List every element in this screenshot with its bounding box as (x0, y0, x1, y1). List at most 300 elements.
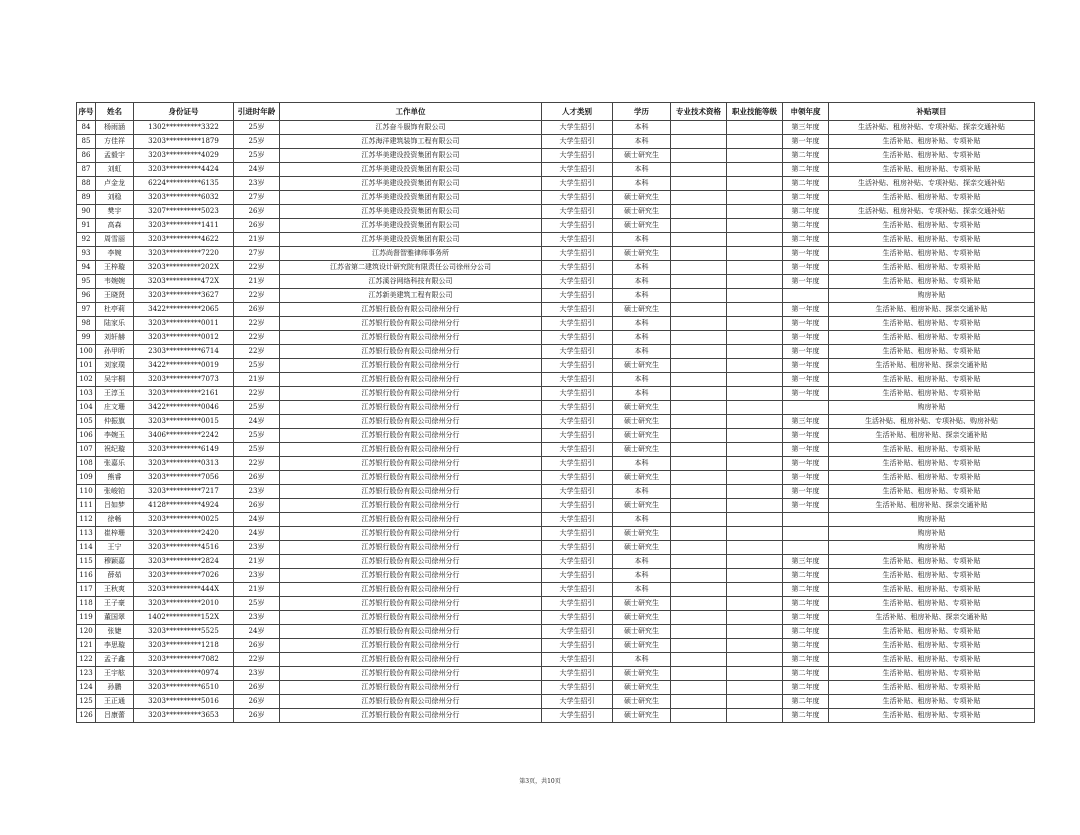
col-seq-cell: 120 (77, 625, 96, 639)
col-claim-year-cell: 第一年度 (783, 275, 829, 289)
col-professional-title-cell (671, 513, 727, 527)
col-skill-level-cell (727, 387, 783, 401)
col-seq-cell: 92 (77, 233, 96, 247)
col-name-cell: 刘虹 (96, 163, 134, 177)
col-subsidy-items-cell: 生活补贴、租房补贴、专项补贴 (829, 261, 1035, 275)
col-education-cell: 硕士研究生 (613, 429, 671, 443)
col-subsidy-items-cell: 购房补贴 (829, 401, 1035, 415)
col-id-number-cell: 3203**********4516 (134, 541, 234, 555)
col-name-cell: 孙甲昕 (96, 345, 134, 359)
col-claim-year-cell: 第三年度 (783, 555, 829, 569)
col-talent-type-cell: 大学生招引 (542, 261, 613, 275)
col-talent-type-cell: 大学生招引 (542, 177, 613, 191)
table-row (77, 247, 1035, 261)
col-claim-year-cell: 第一年度 (783, 303, 829, 317)
table-row (77, 317, 1035, 331)
col-talent-type-cell: 大学生招引 (542, 555, 613, 569)
col-education-cell: 硕士研究生 (613, 639, 671, 653)
table-row (77, 499, 1035, 513)
col-skill-level-cell (727, 415, 783, 429)
col-id-number-cell: 3203**********5016 (134, 695, 234, 709)
col-professional-title-cell (671, 163, 727, 177)
col-seq-cell: 108 (77, 457, 96, 471)
col-claim-year-cell: 第一年度 (783, 317, 829, 331)
table-row (77, 205, 1035, 219)
col-subsidy-items-cell: 生活补贴、租房补贴、专项补贴 (829, 569, 1035, 583)
col-professional-title-cell (671, 247, 727, 261)
col-claim-year-cell: 第三年度 (783, 121, 829, 135)
col-seq-cell: 109 (77, 471, 96, 485)
col-skill-level-cell (727, 443, 783, 457)
col-talent-type-cell: 大学生招引 (542, 163, 613, 177)
col-professional-title-cell (671, 177, 727, 191)
col-professional-title-cell (671, 709, 727, 723)
table-row (77, 541, 1035, 555)
col-seq-cell: 111 (77, 499, 96, 513)
col-name-cell: 孟子鑫 (96, 653, 134, 667)
col-skill-level-cell (727, 275, 783, 289)
col-subsidy-items-cell: 购房补贴 (829, 541, 1035, 555)
col-age-cell: 22岁 (234, 289, 280, 303)
col-id-number-cell: 3207**********5023 (134, 205, 234, 219)
col-employer-cell: 江苏银行股份有限公司徐州分行 (280, 331, 542, 345)
col-professional-title-cell (671, 275, 727, 289)
col-professional-title-cell (671, 331, 727, 345)
col-employer-cell: 江苏银行股份有限公司徐州分行 (280, 457, 542, 471)
header-col-seq: 序号 (77, 103, 96, 121)
col-skill-level-cell (727, 219, 783, 233)
col-talent-type-cell: 大学生招引 (542, 247, 613, 261)
table-row (77, 527, 1035, 541)
col-id-number-cell: 3203**********0313 (134, 457, 234, 471)
col-age-cell: 26岁 (234, 681, 280, 695)
col-education-cell: 硕士研究生 (613, 415, 671, 429)
col-seq-cell: 110 (77, 485, 96, 499)
col-subsidy-items-cell: 生活补贴、租房补贴、专项补贴 (829, 639, 1035, 653)
col-subsidy-items-cell: 生活补贴、租房补贴、专项补贴 (829, 275, 1035, 289)
col-education-cell: 硕士研究生 (613, 471, 671, 485)
col-id-number-cell: 3203**********1218 (134, 639, 234, 653)
col-claim-year-cell: 第一年度 (783, 135, 829, 149)
col-employer-cell: 江苏银行股份有限公司徐州分行 (280, 429, 542, 443)
col-id-number-cell: 3203**********0011 (134, 317, 234, 331)
col-talent-type-cell: 大学生招引 (542, 415, 613, 429)
col-talent-type-cell: 大学生招引 (542, 345, 613, 359)
col-seq-cell: 122 (77, 653, 96, 667)
col-skill-level-cell (727, 331, 783, 345)
col-skill-level-cell (727, 373, 783, 387)
col-education-cell: 本科 (613, 583, 671, 597)
col-name-cell: 张婕 (96, 625, 134, 639)
col-subsidy-items-cell: 生活补贴、租房补贴、专项补贴 (829, 135, 1035, 149)
col-professional-title-cell (671, 191, 727, 205)
col-seq-cell: 115 (77, 555, 96, 569)
col-name-cell: 王子豪 (96, 597, 134, 611)
col-education-cell: 本科 (613, 387, 671, 401)
col-employer-cell: 江苏银行股份有限公司徐州分行 (280, 653, 542, 667)
col-education-cell: 本科 (613, 275, 671, 289)
col-subsidy-items-cell: 生活补贴、租房补贴、专项补贴 (829, 345, 1035, 359)
col-claim-year-cell (783, 541, 829, 555)
col-skill-level-cell (727, 345, 783, 359)
col-name-cell: 孟毅宇 (96, 149, 134, 163)
col-id-number-cell: 3203**********7217 (134, 485, 234, 499)
col-education-cell: 本科 (613, 373, 671, 387)
col-claim-year-cell (783, 289, 829, 303)
col-talent-type-cell: 大学生招引 (542, 135, 613, 149)
col-skill-level-cell (727, 695, 783, 709)
col-employer-cell: 江苏银行股份有限公司徐州分行 (280, 387, 542, 401)
col-age-cell: 26岁 (234, 499, 280, 513)
col-education-cell: 硕士研究生 (613, 191, 671, 205)
col-talent-type-cell: 大学生招引 (542, 527, 613, 541)
col-claim-year-cell: 第二年度 (783, 667, 829, 681)
col-seq-cell: 97 (77, 303, 96, 317)
col-id-number-cell: 3203**********7026 (134, 569, 234, 583)
col-name-cell: 王宇舷 (96, 667, 134, 681)
col-skill-level-cell (727, 359, 783, 373)
table-row (77, 443, 1035, 457)
col-id-number-cell: 3203**********7220 (134, 247, 234, 261)
col-skill-level-cell (727, 569, 783, 583)
table-row (77, 695, 1035, 709)
col-seq-cell: 94 (77, 261, 96, 275)
col-subsidy-items-cell: 生活补贴、租房补贴、专项补贴、探亲交通补贴 (829, 177, 1035, 191)
col-employer-cell: 江苏银行股份有限公司徐州分行 (280, 709, 542, 723)
col-name-cell: 李婉玉 (96, 429, 134, 443)
col-seq-cell: 113 (77, 527, 96, 541)
col-age-cell: 24岁 (234, 163, 280, 177)
col-subsidy-items-cell: 生活补贴、租房补贴、探亲交通补贴 (829, 359, 1035, 373)
col-claim-year-cell: 第一年度 (783, 261, 829, 275)
col-employer-cell: 江苏银行股份有限公司徐州分行 (280, 541, 542, 555)
col-claim-year-cell: 第二年度 (783, 709, 829, 723)
col-claim-year-cell: 第一年度 (783, 387, 829, 401)
table-row (77, 345, 1035, 359)
col-seq-cell: 91 (77, 219, 96, 233)
col-skill-level-cell (727, 499, 783, 513)
table-row (77, 667, 1035, 681)
table-row (77, 597, 1035, 611)
col-age-cell: 26岁 (234, 695, 280, 709)
col-seq-cell: 98 (77, 317, 96, 331)
col-id-number-cell: 3203**********202X (134, 261, 234, 275)
col-skill-level-cell (727, 163, 783, 177)
col-id-number-cell: 3203**********472X (134, 275, 234, 289)
col-age-cell: 26岁 (234, 303, 280, 317)
col-employer-cell: 江苏海洋建筑装饰工程有限公司 (280, 135, 542, 149)
col-skill-level-cell (727, 555, 783, 569)
col-employer-cell: 江苏银行股份有限公司徐州分行 (280, 569, 542, 583)
col-name-cell: 刘轩赫 (96, 331, 134, 345)
col-talent-type-cell: 大学生招引 (542, 303, 613, 317)
col-seq-cell: 116 (77, 569, 96, 583)
col-professional-title-cell (671, 345, 727, 359)
col-subsidy-items-cell: 生活补贴、租房补贴、专项补贴 (829, 709, 1035, 723)
table-row (77, 135, 1035, 149)
col-age-cell: 26岁 (234, 205, 280, 219)
col-seq-cell: 103 (77, 387, 96, 401)
col-age-cell: 25岁 (234, 149, 280, 163)
col-age-cell: 21岁 (234, 555, 280, 569)
table-row (77, 471, 1035, 485)
table-row (77, 415, 1035, 429)
col-claim-year-cell: 第一年度 (783, 373, 829, 387)
col-age-cell: 25岁 (234, 429, 280, 443)
col-education-cell: 硕士研究生 (613, 597, 671, 611)
col-skill-level-cell (727, 289, 783, 303)
col-education-cell: 本科 (613, 457, 671, 471)
col-seq-cell: 126 (77, 709, 96, 723)
col-professional-title-cell (671, 555, 727, 569)
col-skill-level-cell (727, 457, 783, 471)
col-talent-type-cell: 大学生招引 (542, 401, 613, 415)
col-professional-title-cell (671, 261, 727, 275)
table-row (77, 233, 1035, 247)
col-name-cell: 方佳祥 (96, 135, 134, 149)
col-subsidy-items-cell: 生活补贴、租房补贴、专项补贴 (829, 471, 1035, 485)
col-professional-title-cell (671, 443, 727, 457)
col-employer-cell: 江苏银行股份有限公司徐州分行 (280, 485, 542, 499)
col-seq-cell: 84 (77, 121, 96, 135)
col-claim-year-cell: 第二年度 (783, 625, 829, 639)
col-skill-level-cell (727, 667, 783, 681)
col-subsidy-items-cell: 生活补贴、租房补贴、专项补贴 (829, 555, 1035, 569)
col-talent-type-cell: 大学生招引 (542, 219, 613, 233)
col-talent-type-cell: 大学生招引 (542, 359, 613, 373)
col-seq-cell: 121 (77, 639, 96, 653)
col-education-cell: 硕士研究生 (613, 359, 671, 373)
col-seq-cell: 104 (77, 401, 96, 415)
col-subsidy-items-cell: 生活补贴、租房补贴、专项补贴 (829, 373, 1035, 387)
col-talent-type-cell: 大学生招引 (542, 695, 613, 709)
col-employer-cell: 江苏银行股份有限公司徐州分行 (280, 583, 542, 597)
col-employer-cell: 江苏银行股份有限公司徐州分行 (280, 359, 542, 373)
col-id-number-cell: 3422**********0046 (134, 401, 234, 415)
col-talent-type-cell: 大学生招引 (542, 541, 613, 555)
col-subsidy-items-cell: 生活补贴、租房补贴、专项补贴 (829, 163, 1035, 177)
col-name-cell: 韦婉婉 (96, 275, 134, 289)
col-subsidy-items-cell: 生活补贴、租房补贴、专项补贴、探亲交通补贴 (829, 205, 1035, 219)
col-age-cell: 25岁 (234, 121, 280, 135)
col-name-cell: 崔梓珊 (96, 527, 134, 541)
col-education-cell: 硕士研究生 (613, 527, 671, 541)
col-talent-type-cell: 大学生招引 (542, 667, 613, 681)
col-employer-cell: 江苏省第二建筑设计研究院有限责任公司徐州分公司 (280, 261, 542, 275)
col-seq-cell: 119 (77, 611, 96, 625)
col-employer-cell: 江苏银行股份有限公司徐州分行 (280, 513, 542, 527)
col-age-cell: 22岁 (234, 317, 280, 331)
table-row (77, 387, 1035, 401)
col-name-cell: 薛茹 (96, 569, 134, 583)
col-employer-cell: 江苏银行股份有限公司徐州分行 (280, 401, 542, 415)
col-claim-year-cell: 第一年度 (783, 457, 829, 471)
col-subsidy-items-cell: 生活补贴、租房补贴、专项补贴 (829, 653, 1035, 667)
col-employer-cell: 江苏华美建设投资集团有限公司 (280, 163, 542, 177)
col-age-cell: 25岁 (234, 401, 280, 415)
col-claim-year-cell: 第一年度 (783, 499, 829, 513)
col-skill-level-cell (727, 149, 783, 163)
header-col-education: 学历 (613, 103, 671, 121)
col-name-cell: 孙鹏 (96, 681, 134, 695)
col-professional-title-cell (671, 233, 727, 247)
table-row (77, 163, 1035, 177)
col-id-number-cell: 3203**********4622 (134, 233, 234, 247)
col-subsidy-items-cell: 生活补贴、租房补贴、专项补贴 (829, 149, 1035, 163)
header-col-name: 姓名 (96, 103, 134, 121)
col-subsidy-items-cell: 生活补贴、租房补贴、专项补贴 (829, 219, 1035, 233)
col-talent-type-cell: 大学生招引 (542, 121, 613, 135)
col-id-number-cell: 1402**********152X (134, 611, 234, 625)
col-name-cell: 董国翠 (96, 611, 134, 625)
header-col-professional-title: 专业技术资格 (671, 103, 727, 121)
col-employer-cell: 江苏银行股份有限公司徐州分行 (280, 415, 542, 429)
col-age-cell: 21岁 (234, 373, 280, 387)
col-professional-title-cell (671, 681, 727, 695)
col-employer-cell: 江苏尚督智雅律师事务所 (280, 247, 542, 261)
col-name-cell: 张峻铂 (96, 485, 134, 499)
col-skill-level-cell (727, 709, 783, 723)
col-seq-cell: 96 (77, 289, 96, 303)
col-professional-title-cell (671, 695, 727, 709)
col-skill-level-cell (727, 135, 783, 149)
table-row (77, 373, 1035, 387)
col-skill-level-cell (727, 625, 783, 639)
col-talent-type-cell: 大学生招引 (542, 513, 613, 527)
col-id-number-cell: 3203**********5525 (134, 625, 234, 639)
col-education-cell: 本科 (613, 331, 671, 345)
col-education-cell: 硕士研究生 (613, 303, 671, 317)
col-id-number-cell: 3203**********6149 (134, 443, 234, 457)
col-id-number-cell: 3203**********0015 (134, 415, 234, 429)
col-education-cell: 本科 (613, 569, 671, 583)
col-talent-type-cell: 大学生招引 (542, 191, 613, 205)
table-row (77, 401, 1035, 415)
col-employer-cell: 江苏银行股份有限公司徐州分行 (280, 317, 542, 331)
col-education-cell: 硕士研究生 (613, 247, 671, 261)
col-professional-title-cell (671, 387, 727, 401)
col-skill-level-cell (727, 205, 783, 219)
col-subsidy-items-cell: 生活补贴、租房补贴、探亲交通补贴 (829, 303, 1035, 317)
col-employer-cell: 江苏银行股份有限公司徐州分行 (280, 555, 542, 569)
header-col-subsidy-items: 补贴项目 (829, 103, 1035, 121)
col-id-number-cell: 3203**********2824 (134, 555, 234, 569)
col-seq-cell: 106 (77, 429, 96, 443)
table-row (77, 359, 1035, 373)
col-employer-cell: 江苏银行股份有限公司徐州分行 (280, 639, 542, 653)
col-education-cell: 硕士研究生 (613, 695, 671, 709)
col-employer-cell: 江苏银行股份有限公司徐州分行 (280, 597, 542, 611)
col-talent-type-cell: 大学生招引 (542, 443, 613, 457)
table-row (77, 121, 1035, 135)
col-subsidy-items-cell: 生活补贴、租房补贴、专项补贴 (829, 625, 1035, 639)
col-age-cell: 25岁 (234, 359, 280, 373)
col-talent-type-cell: 大学生招引 (542, 583, 613, 597)
col-professional-title-cell (671, 149, 727, 163)
col-employer-cell: 江苏银行股份有限公司徐州分行 (280, 303, 542, 317)
col-id-number-cell: 6224**********6135 (134, 177, 234, 191)
col-name-cell: 陆家乐 (96, 317, 134, 331)
col-seq-cell: 107 (77, 443, 96, 457)
col-professional-title-cell (671, 429, 727, 443)
col-talent-type-cell: 大学生招引 (542, 611, 613, 625)
col-professional-title-cell (671, 541, 727, 555)
col-id-number-cell: 3203**********7056 (134, 471, 234, 485)
col-name-cell: 吕康蕾 (96, 709, 134, 723)
col-education-cell: 本科 (613, 485, 671, 499)
col-skill-level-cell (727, 681, 783, 695)
col-talent-type-cell: 大学生招引 (542, 625, 613, 639)
col-employer-cell: 江苏银行股份有限公司徐州分行 (280, 667, 542, 681)
col-professional-title-cell (671, 583, 727, 597)
col-id-number-cell: 3406**********2242 (134, 429, 234, 443)
col-subsidy-items-cell: 生活补贴、租房补贴、专项补贴 (829, 191, 1035, 205)
col-education-cell: 硕士研究生 (613, 681, 671, 695)
col-id-number-cell: 3203**********2010 (134, 597, 234, 611)
col-subsidy-items-cell: 生活补贴、租房补贴、专项补贴 (829, 233, 1035, 247)
col-employer-cell: 江苏新美建筑工程有限公司 (280, 289, 542, 303)
col-skill-level-cell (727, 429, 783, 443)
col-id-number-cell: 3203**********1879 (134, 135, 234, 149)
col-skill-level-cell (727, 611, 783, 625)
col-employer-cell: 江苏银行股份有限公司徐州分行 (280, 471, 542, 485)
col-name-cell: 王宁 (96, 541, 134, 555)
col-employer-cell: 江苏银行股份有限公司徐州分行 (280, 345, 542, 359)
col-claim-year-cell: 第一年度 (783, 345, 829, 359)
col-age-cell: 22岁 (234, 387, 280, 401)
col-talent-type-cell: 大学生招引 (542, 289, 613, 303)
col-age-cell: 22岁 (234, 345, 280, 359)
col-talent-type-cell: 大学生招引 (542, 639, 613, 653)
col-id-number-cell: 3203**********3653 (134, 709, 234, 723)
col-id-number-cell: 3203**********2161 (134, 387, 234, 401)
col-subsidy-items-cell: 生活补贴、租房补贴、专项补贴 (829, 681, 1035, 695)
col-seq-cell: 105 (77, 415, 96, 429)
col-professional-title-cell (671, 499, 727, 513)
col-id-number-cell: 3203**********0025 (134, 513, 234, 527)
col-seq-cell: 85 (77, 135, 96, 149)
col-age-cell: 22岁 (234, 261, 280, 275)
col-education-cell: 硕士研究生 (613, 709, 671, 723)
col-employer-cell: 江苏银行股份有限公司徐州分行 (280, 499, 542, 513)
col-age-cell: 23岁 (234, 569, 280, 583)
col-education-cell: 硕士研究生 (613, 401, 671, 415)
col-employer-cell: 江苏奋斗服饰有限公司 (280, 121, 542, 135)
col-education-cell: 硕士研究生 (613, 219, 671, 233)
col-skill-level-cell (727, 121, 783, 135)
col-education-cell: 硕士研究生 (613, 611, 671, 625)
col-id-number-cell: 3203**********2420 (134, 527, 234, 541)
col-seq-cell: 89 (77, 191, 96, 205)
col-claim-year-cell: 第二年度 (783, 569, 829, 583)
col-name-cell: 庄文珊 (96, 401, 134, 415)
col-subsidy-items-cell: 购房补贴 (829, 527, 1035, 541)
col-age-cell: 21岁 (234, 583, 280, 597)
col-name-cell: 张嘉乐 (96, 457, 134, 471)
col-professional-title-cell (671, 569, 727, 583)
col-employer-cell: 江苏银行股份有限公司徐州分行 (280, 611, 542, 625)
col-seq-cell: 101 (77, 359, 96, 373)
table-row (77, 149, 1035, 163)
subsidy-table (76, 102, 1035, 723)
col-claim-year-cell: 第一年度 (783, 443, 829, 457)
col-claim-year-cell (783, 513, 829, 527)
col-age-cell: 27岁 (234, 247, 280, 261)
col-age-cell: 23岁 (234, 485, 280, 499)
header-col-age: 引进时年龄 (234, 103, 280, 121)
col-professional-title-cell (671, 639, 727, 653)
col-id-number-cell: 3203**********4029 (134, 149, 234, 163)
